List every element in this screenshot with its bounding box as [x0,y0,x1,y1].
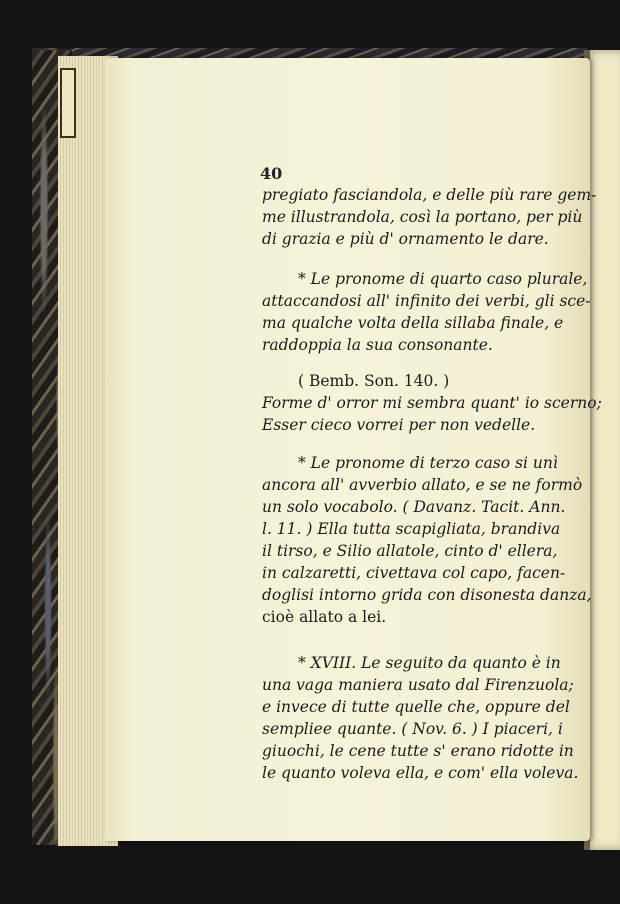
text-line: * XVIII. Le seguito da quanto è in [298,654,561,672]
text-line: cioè allato a lei. [262,608,387,626]
text-line: * Le pronome di terzo caso si unì [298,454,558,472]
text-line: attaccandosi all' infinito dei verbi, gli sce- [262,292,591,310]
text-line: Esser cieco vorrei per non vedelle. [262,416,536,434]
text-line: ancora all' avverbio allato, e se ne formò [262,476,583,494]
text-line: in calzaretti, civettava col capo, facen- [262,564,566,582]
text-line: ( Bemb. Son. 140. ) [298,372,450,390]
text-line: di grazia e più d' ornamento le dare. [262,230,549,248]
text-line: doglisi intorno grida con disonesta danza, [262,586,592,604]
text-line: un solo vocabolo. ( Davanz. Tacit. Ann. [262,498,566,516]
text-line: il tirso, e Silio allatole, cinto d' ellera, [262,542,558,560]
text-line: Forme d' orror mi sembra quant' io scerno; [262,394,602,412]
spine-label [60,68,76,138]
text-line: me illustrandola, così la portano, per più [262,208,583,226]
text-line: * Le pronome di quarto caso plurale, [298,270,588,288]
text-line: raddoppia la sua consonante. [262,336,493,354]
page-number: 40 [260,164,283,183]
text-line: le quanto voleva ella, e com' ella voleva. [262,764,579,782]
text-line: e invece di tutte quelle che, oppure del [262,698,570,716]
text-line: giuochi, le cene tutte s' erano ridotte in [262,742,574,760]
text-line: sempliee quante. ( Nov. 6. ) I piaceri, i [262,720,563,738]
text-line: pregiato fasciandola, e delle più rare gem- [262,186,597,204]
text-line: l. 11. ) Ella tutta scapigliata, brandiva [262,520,561,538]
text-line: ma qualche volta della sillaba finale, e [262,314,564,332]
text-line: una vaga maniera usato dal Firenzuola; [262,676,574,694]
